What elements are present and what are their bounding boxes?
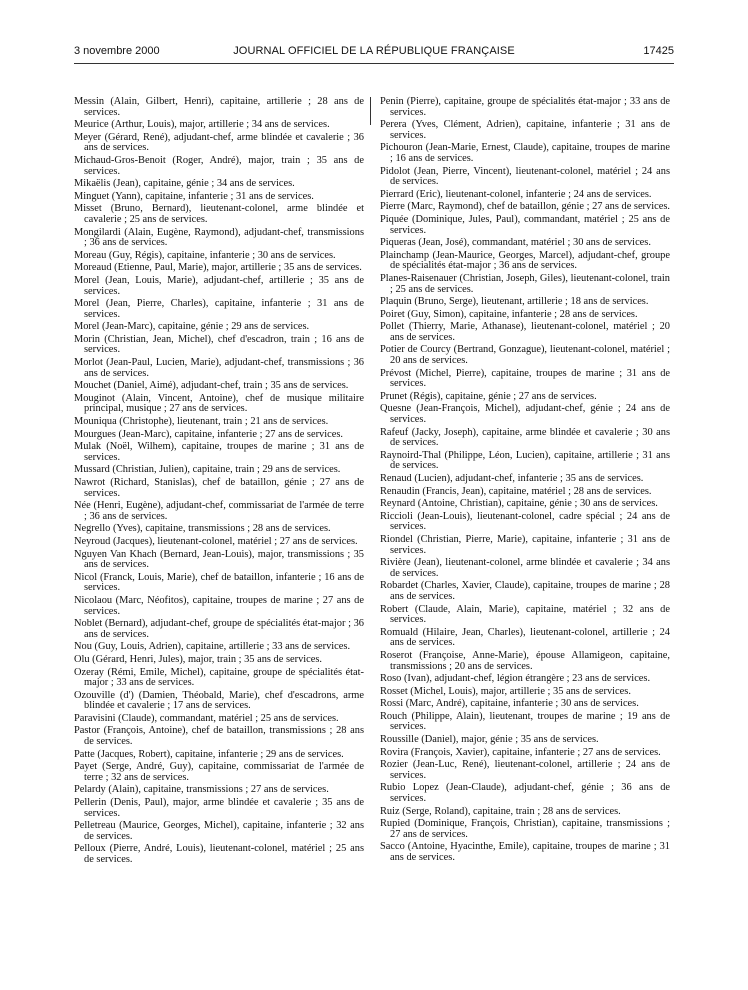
list-entry: Plaquin (Bruno, Serge), lieutenant, artillerie ; 18 ans de services.	[380, 296, 649, 308]
list-entry: Rubio Lopez (Jean-Claude), adjudant-chef, génie ; 36 ans de services.	[380, 782, 670, 805]
header-page-number: 17425	[643, 45, 674, 57]
header-title: JOURNAL OFFICIEL DE LA RÉPUBLIQUE FRANÇAISE	[233, 45, 515, 57]
list-entry: Mulak (Noël, Wilhem), capitaine, troupes de marine ; 31 ans de services.	[74, 441, 364, 463]
list-entry: Robert (Claude, Alain, Marie), capitaine, matériel ; 32 ans de services.	[380, 603, 670, 626]
list-entry: Mikaëlis (Jean), capitaine, génie ; 34 ans de services.	[74, 178, 295, 190]
list-entry: Roserot (Françoise, Anne-Marie), épouse Allamigeon, capitaine, transmissions ; 20 ans de services.	[380, 649, 670, 672]
list-entry: Meurice (Arthur, Louis), major, artillerie ; 34 ans de services.	[74, 119, 330, 131]
list-entry: Michaud-Gros-Benoit (Roger, André), major, train ; 35 ans de services.	[74, 154, 364, 177]
list-entry: Ozeray (Rémi, Emile, Michel), capitaine, groupe de spécialités état-major ; 33 ans de services.	[74, 666, 364, 689]
list-entry: Pelardy (Alain), capitaine, transmissions ; 27 ans de services.	[74, 784, 329, 796]
list-entry: Moreau (Guy, Régis), capitaine, infanterie ; 30 ans de services.	[74, 249, 336, 261]
list-entry: Prunet (Régis), capitaine, génie ; 27 ans de services.	[380, 390, 597, 402]
list-entry: Rosset (Michel, Louis), major, artillerie ; 35 ans de services.	[380, 685, 631, 697]
list-entry: Pollet (Thierry, Marie, Athanase), lieutenant-colonel, matériel ; 20 ans de services.	[380, 321, 670, 343]
list-entry: Olu (Gérard, Henri, Jules), major, train ; 35 ans de services.	[74, 653, 323, 665]
list-entry: Morel (Jean, Louis, Marie), adjudant-chef, artillerie ; 35 ans de services.	[74, 274, 364, 297]
list-entry: Romuald (Hilaire, Jean, Charles), lieutenant-colonel, artillerie ; 24 ans de services.	[380, 626, 670, 649]
list-entry: Noblet (Bernard), adjudant-chef, groupe de spécialités état-major ; 36 ans de services.	[74, 618, 364, 640]
list-entry: Nicolaou (Marc, Néofitos), capitaine, troupes de marine ; 27 ans de services.	[74, 594, 364, 617]
list-entry: Morlot (Jean-Paul, Lucien, Marie), adjudant-chef, transmissions ; 36 ans de services.	[74, 357, 364, 379]
list-entry: Perera (Yves, Clément, Adrien), capitaine, infanterie ; 31 ans de services.	[380, 119, 670, 141]
list-entry: Neyroud (Jacques), lieutenant-colonel, matériel ; 27 ans de services.	[74, 535, 358, 547]
list-entry: Penin (Pierre), capitaine, groupe de spécialités état-major ; 33 ans de services.	[380, 96, 670, 118]
column-divider	[370, 97, 371, 125]
list-entry: Nawrot (Richard, Stanislas), chef de bataillon, génie ; 27 ans de services.	[74, 477, 364, 499]
list-entry: Meyer (Gérard, René), adjudant-chef, arme blindée et cavalerie ; 36 ans de services.	[74, 131, 364, 154]
list-entry: Mussard (Christian, Julien), capitaine, train ; 29 ans de services.	[74, 464, 341, 476]
list-entry: Piquée (Dominique, Jules, Paul), commandant, matériel ; 25 ans de services.	[380, 213, 670, 236]
left-column	[74, 97, 364, 868]
list-entry: Pierrard (Eric), lieutenant-colonel, infanterie ; 24 ans de services.	[380, 188, 652, 200]
list-entry: Morel (Jean-Marc), capitaine, génie ; 29 ans de services.	[74, 321, 310, 333]
list-entry: Pellerin (Denis, Paul), major, arme blindée et cavalerie ; 35 ans de services.	[74, 797, 364, 819]
list-entry: Reynard (Antoine, Christian), capitaine, génie ; 30 ans de services.	[380, 498, 658, 510]
list-entry: Nicol (Franck, Louis, Marie), chef de bataillon, infanterie ; 16 ans de services.	[74, 571, 364, 594]
list-entry: Potier de Courcy (Bertrand, Gonzague), lieutenant-colonel, matériel ; 20 ans de services.	[380, 344, 670, 367]
list-entry: Mouginot (Alain, Vincent, Antoine), chef de musique militaire principal, musique ; 27 ans de services.	[74, 392, 364, 415]
list-entry: Pidolot (Jean, Pierre, Vincent), lieutenant-colonel, matériel ; 24 ans de services.	[380, 165, 670, 188]
header-date: 3 novembre 2000	[74, 45, 160, 57]
list-entry: Messin (Alain, Gilbert, Henri), capitaine, artillerie ; 28 ans de services.	[74, 96, 364, 118]
list-entry: Rovira (François, Xavier), capitaine, infanterie ; 27 ans de services.	[380, 746, 661, 758]
list-entry: Riccioli (Jean-Louis), lieutenant-colonel, cadre spécial ; 24 ans de services.	[380, 510, 670, 533]
list-entry: Rivière (Jean), lieutenant-colonel, arme blindée et cavalerie ; 34 ans de services.	[380, 557, 670, 579]
list-entry: Planes-Raisenauer (Christian, Joseph, Giles), lieutenant-colonel, train ; 25 ans de services.	[380, 272, 670, 295]
list-entry: Rouch (Philippe, Alain), lieutenant, troupes de marine ; 19 ans de services.	[380, 710, 670, 733]
list-entry: Roso (Ivan), adjudant-chef, légion étrangère ; 23 ans de services.	[380, 673, 651, 685]
list-entry: Ruiz (Serge, Roland), capitaine, train ; 28 ans de services.	[380, 805, 621, 817]
list-entry: Minguet (Yann), capitaine, infanterie ; 31 ans de services.	[74, 190, 314, 202]
list-entry: Pierre (Marc, Raymond), chef de bataillon, génie ; 27 ans de services.	[380, 201, 670, 213]
list-entry: Pelloux (Pierre, André, Louis), lieutenant-colonel, matériel ; 25 ans de services.	[74, 843, 364, 865]
list-entry: Prévost (Michel, Pierre), capitaine, troupes de marine ; 31 ans de services.	[380, 367, 670, 390]
list-entry: Robardet (Charles, Xavier, Claude), capitaine, troupes de marine ; 28 ans de services.	[380, 580, 670, 602]
list-entry: Patte (Jacques, Robert), capitaine, infanterie ; 29 ans de services.	[74, 748, 344, 760]
header-rule	[74, 63, 674, 64]
list-entry: Negrello (Yves), capitaine, transmissions ; 28 ans de services.	[74, 523, 331, 535]
list-entry: Roussille (Daniel), major, génie ; 35 ans de services.	[380, 734, 599, 746]
list-entry: Nou (Guy, Louis, Adrien), capitaine, artillerie ; 33 ans de services.	[74, 641, 351, 653]
list-entry: Sacco (Antoine, Hyacinthe, Emile), capitaine, troupes de marine ; 31 ans de services.	[380, 841, 670, 863]
list-entry: Ozouville (d') (Damien, Théobald, Marie), chef d'escadrons, arme blindée et cavalerie ; 17 ans de services.	[74, 689, 364, 712]
list-entry: Pastor (François, Antoine), chef de bataillon, transmissions ; 28 ans de services.	[74, 725, 364, 748]
list-entry: Poiret (Guy, Simon), capitaine, infanterie ; 28 ans de services.	[380, 308, 638, 320]
list-entry: Renaudin (Francis, Jean), capitaine, matériel ; 28 ans de services.	[380, 485, 652, 497]
list-entry: Plainchamp (Jean-Maurice, Georges, Marcel), adjudant-chef, groupe de spécialités état-major ; 36 ans de services.	[380, 249, 670, 272]
list-entry: Née (Henri, Eugène), adjudant-chef, commissariat de l'armée de terre ; 36 ans de services.	[74, 500, 364, 522]
list-entry: Pelletreau (Maurice, Georges, Michel), capitaine, infanterie ; 32 ans de services.	[74, 820, 364, 842]
list-entry: Rafeuf (Jacky, Joseph), capitaine, arme blindée et cavalerie ; 30 ans de services.	[380, 426, 670, 449]
list-entry: Raynoird-Thal (Philippe, Léon, Lucien), capitaine, artillerie ; 31 ans de services.	[380, 449, 670, 472]
list-entry: Misset (Bruno, Bernard), lieutenant-colonel, arme blindée et cavalerie ; 25 ans de services.	[74, 203, 364, 225]
list-entry: Morel (Jean, Pierre, Charles), capitaine, infanterie ; 31 ans de services.	[74, 298, 364, 320]
right-column	[380, 97, 670, 866]
list-entry: Rossi (Marc, André), capitaine, infanterie ; 30 ans de services.	[380, 698, 639, 710]
list-entry: Mouniqua (Christophe), lieutenant, train ; 21 ans de services.	[74, 416, 329, 428]
list-entry: Rupied (Dominique, François, Christian), capitaine, transmissions ; 27 ans de services.	[380, 818, 670, 840]
list-entry: Morin (Christian, Jean, Michel), chef d'escadron, train ; 16 ans de services.	[74, 333, 364, 356]
list-entry: Pichouron (Jean-Marie, Ernest, Claude), capitaine, troupes de marine ; 16 ans de services.	[380, 142, 670, 164]
page-header	[74, 45, 674, 61]
list-entry: Quesne (Jean-François, Michel), adjudant-chef, génie ; 24 ans de services.	[380, 403, 670, 426]
list-entry: Mongilardi (Alain, Eugène, Raymond), adjudant-chef, transmissions ; 36 ans de services.	[74, 226, 364, 249]
list-entry: Paravisini (Claude), commandant, matériel ; 25 ans de services.	[74, 712, 339, 724]
list-entry: Piqueras (Jean, José), commandant, matériel ; 30 ans de services.	[380, 237, 651, 249]
list-entry: Nguyen Van Khach (Bernard, Jean-Louis), major, transmissions ; 35 ans de services.	[74, 548, 364, 571]
list-entry: Rozier (Jean-Luc, René), lieutenant-colonel, artillerie ; 24 ans de services.	[380, 759, 670, 781]
list-entry: Moreaud (Etienne, Paul, Marie), major, artillerie ; 35 ans de services.	[74, 262, 362, 274]
list-entry: Renaud (Lucien), adjudant-chef, infanterie ; 35 ans de services.	[380, 473, 644, 484]
list-entry: Mouchet (Daniel, Aimé), adjudant-chef, train ; 35 ans de services.	[74, 380, 349, 392]
list-entry: Mourgues (Jean-Marc), capitaine, infanterie ; 27 ans de services.	[74, 428, 343, 440]
list-entry: Payet (Serge, André, Guy), capitaine, commissariat de l'armée de terre ; 32 ans de services.	[74, 761, 364, 783]
list-entry: Riondel (Christian, Pierre, Marie), capitaine, infanterie ; 31 ans de services.	[380, 533, 670, 556]
